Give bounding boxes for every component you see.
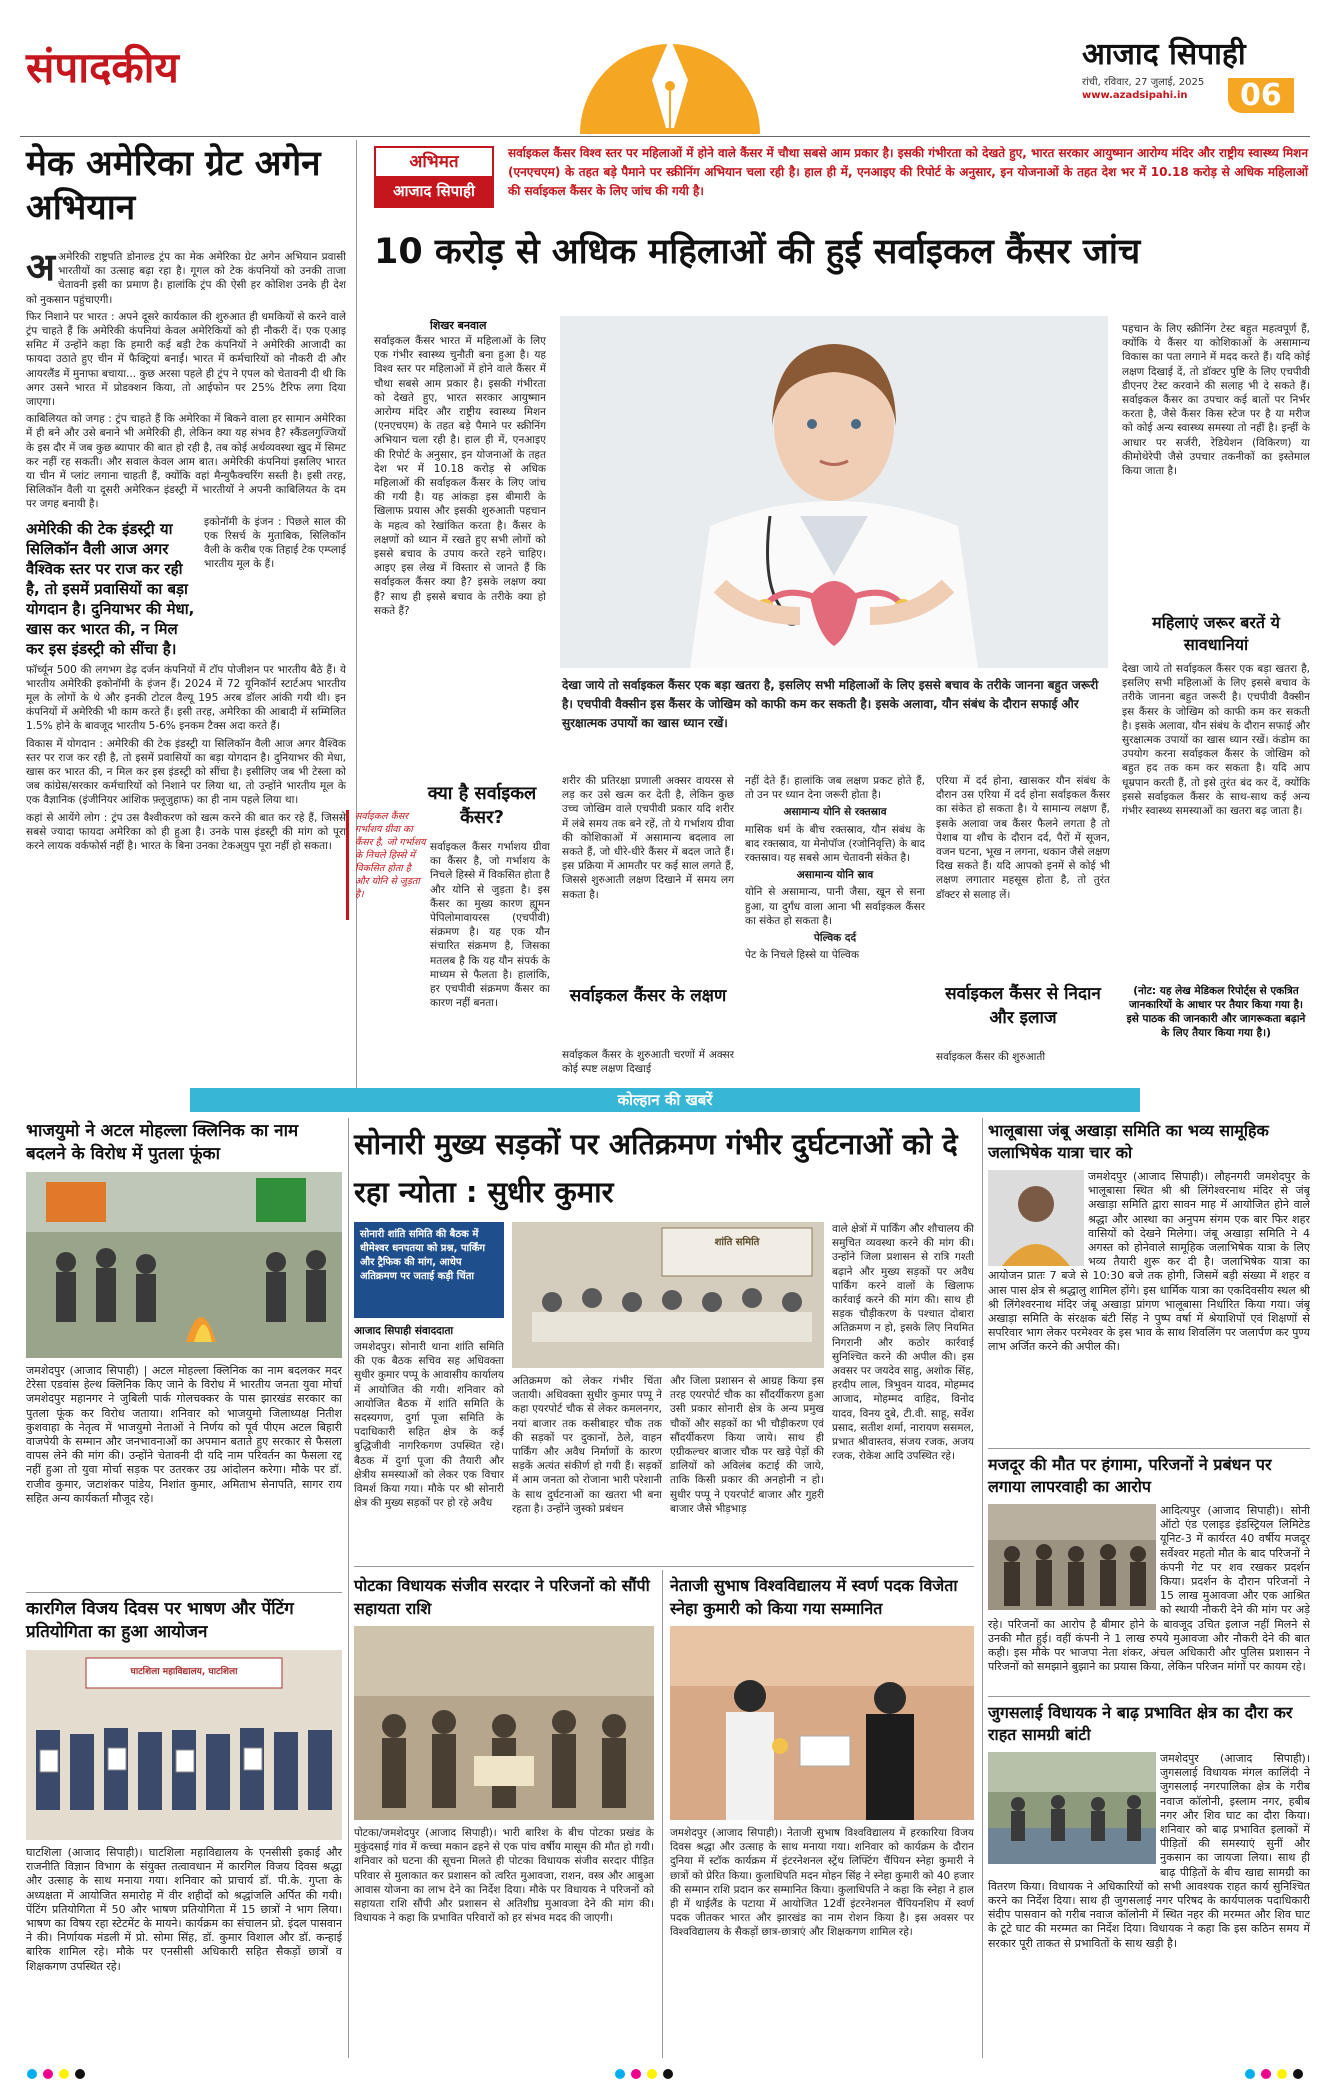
symptom-text: योनि से असामान्य, पानी जैसा, खून से सना हुआ, या दुर्गंध वाला आना भी सर्वाइकल कैंसर का संकेत हो सकता है।	[745, 886, 925, 927]
page-number: 06	[1228, 78, 1294, 113]
news3-headline: सोनारी मुख्य सड़कों पर अतिक्रमण गंभीर दुर्घटनाओं को दे रहा न्योता : सुधीर कुमार	[354, 1127, 958, 1209]
news3-col2: अतिक्रमण को लेकर गंभीर चिंता जतायी। अधिवक्ता सुधीर कुमार पप्पू ने कहा एयरपोर्ट चौक से लेकर कमलनगर, नयां बाजार तक कसीबाहर चौक तक की सड़कों पर दुकानों, ठेले, वाहन पार्किंग और अवैध निर्माणों के कारण सड़कें अत्यंत संकीर्ण हो गयी हैं। सड़कों में आम जनता को रोजाना भारी परेशानी के साथ दुर्घटनाओं का खतरा भी बना रहता है। उन्होंने जुस्को प्रबंधन	[512, 1375, 662, 1515]
column-divider	[982, 1118, 983, 2058]
symptoms-intro: सर्वाइकल कैंसर के शुरुआती चरणों में अक्सर कोई स्पष्ट लक्षण दिखाई	[562, 1049, 734, 1076]
editorial-pullquote: अमेरिकी की टेक इंडस्ट्री या सिलिकॉन वैली आज अगर वैश्विक स्तर पर राज कर रही है, तो इसमें प्रवासियों का बड़ा योगदान है। दुनियाभर की मेधा, खास कर भारत की, न मिल कर इस इंडस्ट्री को सींचा है।	[26, 519, 195, 658]
news-divider	[354, 1566, 974, 1567]
symptom-text: पेट के निचले हिस्से या पेल्विक	[745, 949, 860, 962]
news-divider	[26, 1592, 342, 1593]
opinion-tag-line2: आजाद सिपाही	[376, 176, 492, 206]
news2-text: घाटशिला (आजाद सिपाही)। घाटशिला महाविद्यालय के एनसीसी इकाई और राजनीति विज्ञान विभाग के संयुक्त तत्वावधान में कारगिल विजय दिवस श्रद्धा और उत्साह के साथ मनाया गया। शनिवार को प्राचार्य डॉ. पी.के. गुप्ता के अध्यक्षता में आयोजित समारोह में वीर शहीदों को श्रद्धांजलि अर्पित की गयी। पेंटिंग प्रतियोगिता में 50 और भाषण प्रतियोगिता में 15 छात्रों ने भाग लिया। भाषण का विषय रहा स्टेटमेंट के मायने। कार्यक्रम का संचालन प्रो. इंदल पासवान ने की। निर्णायक मंडली में प्रो. सोमा सिंह, डॉ. कुमार विशाल और डॉ. कन्हाई बारिक शामिल रहे। मौके पर एनसीसी अधिकारी सहित सैकड़ों छात्रों व शिक्षकगण उपस्थित रहे।	[26, 1846, 342, 1973]
column-divider	[356, 140, 357, 1088]
drop-cap: अ	[26, 250, 56, 289]
editorial-para: काबिलियत को जगह : ट्रंप चाहते हैं कि अमेरिका में बिकने वाला हर सामान अमेरिका में ही बने और उसे बनाने भी अमेरिकी ही, लेकिन क्या यह संभव है? स्कैंडलगुज्जियों के इस दौर में जब कुछ ब्यापार की बात हो रही है, तब कोई अर्थव्यवस्था खुद में सिमट कर नहीं रह सकती। और सवाल केवल आम बात। अमेरिकी कंपनियां इसलिए भारत या चीन में प्लांट लगाना चाहती हैं, क्योंकि वहां मैन्युफैक्चरिंग सस्ती है। इसी तरह, सिलिकॉन वैली या दूसरी अमेरिकन इंडस्ट्री में भारतीयों ने अपनी काबिलियत के दम पर जगह बनायी है।	[26, 413, 346, 511]
photo-caption: देखा जाये तो सर्वाइकल कैंसर एक बड़ा खतरा है, इसलिए सभी महिलाओं के लिए इससे बचाव के तरीके जानना बहुत जरूरी है। एचपीवी वैक्सीन इस कैंसर के जोखिम को काफी कम कर सकती है। इसके अलावा, यौन संबंध के दौरान सफाई और सुरक्षात्मक उपायों का खास ध्यान रखें।	[562, 678, 1099, 730]
opinion-tag	[374, 146, 494, 208]
what-is-sidebox: सर्वाइकल कैंसर गर्भाशय ग्रीवा का कैंसर है, जो गर्भाशय के निचले हिस्से में विकसित होता है और योनि से जुड़ता है।	[346, 810, 426, 920]
protest-illustration	[26, 1172, 342, 1358]
color-dots	[20, 2067, 1310, 2081]
news-divider	[988, 1696, 1310, 1697]
kolhan-band-label: कोल्हान की खबरें	[617, 1091, 713, 1109]
news2-photo-banner: घाटशिला महाविद्यालय, घाटशिला	[130, 1667, 238, 1677]
section-title: संपादकीय	[26, 43, 179, 92]
editorial-para: विकास में योगदान : अमेरिकी की टेक इंडस्ट्री या सिलिकॉन वैली आज अगर वैश्विक स्तर पर राज कर रही है, तो इसमें प्रवासियों का बड़ा योगदान है। दुनियाभर की मेधा, खास कर भारत की, न मिल कर इस इंडस्ट्री को सींचा है। इसीलिए जब भी टेस्ला को जब कांग्रेस/सरकार कर्मचारियों को निशाने पर लिया था, तो उन्होंने भारतीय मूल के एक वैज्ञानिक (इंजीनियर आंशिक फ़्लूजुहाफ) का ही नाम पहले लिया था।	[26, 737, 346, 807]
news3-photo-banner: शांति समिति	[714, 1237, 760, 1248]
editorial-intro: अमेरिकी राष्ट्रपति डोनाल्ड ट्रंप का मेक अमेरिका ग्रेट अगेन अभियान प्रवासी भारतीयों का उत्साह बढ़ा रहा है। गूगल को टेक कंपनियों को उनकी ताजा चेतावनी इसी का प्रमाण है। हालांकि ट्रंप की ऐसी हर कोशिश उनके ही देश को नुकसान पहुंचाएगी।	[26, 251, 346, 306]
symptom-heading: असामान्य योनि से रक्तस्राव	[783, 806, 887, 819]
aid-illustration	[354, 1626, 654, 1820]
news5-photo	[670, 1626, 974, 1820]
felicitation-illustration	[670, 1626, 974, 1820]
masthead	[0, 0, 1325, 140]
column-divider	[348, 1118, 349, 2058]
news3-highlight: सोनारी शांति समिति की बैठक में धीमेश्वर धनपतया को प्रश्न, पार्किंग और ट्रैफिक की मांग, आधेप अतिक्रमण पर जताई कड़ी चिंता	[354, 1222, 504, 1318]
dateline: रांची, रविवार, 27 जुलाई, 2025	[1082, 77, 1205, 88]
news1-photo	[26, 1172, 342, 1358]
opinion-tag-line1: अभिमत	[409, 152, 459, 172]
diagnosis-heading: सर्वाइकल कैंसर से निदान और इलाज	[945, 984, 1101, 1028]
news5-text: जमशेदपुर (आजाद सिपाही)। नेताजी सुभाष विश्वविद्यालय में हरकारिया विजय दिवस श्रद्धा और उत्साह के साथ मनाया गया। शनिवार को कार्यक्रम के दौरान दुनिया में स्टॉक कार्यक्रम में इंटरनेशनल स्ट्रेंथ लिफ्टिंग चैंपियन स्नेहा कुमारी ने छात्रों को प्रेरित किया। कुलाधिपति मदन मोहन सिंह ने स्नेहा कुमारी को 40 हजार की सम्मान राशि प्रदान कर सम्मानित किया। कुलाधिपति ने कहा कि स्नेहा ने हाल ही में थाईलैंड के पटाया में आयोजित 12वीं इंटरनेशनल चैंपियनशिप में स्वर्ण पदक जीतकर भारत और झारखंड का नाम रोशन किया है। इस अवसर पर विश्वविद्यालय के सैकड़ों छात्र-छात्राएं और शिक्षकगण शामिल रहे।	[670, 1827, 974, 1939]
news3-col4: वाले क्षेत्रों में पार्किंग और शौचालय की समुचित व्यवस्था करने की मांग की। उन्होंने जिला प्रशासन से रात्रि गश्ती बढ़ाने और मुख्य सड़कों पर अवैध पार्किंग करने वालों के खिलाफ कार्रवाई करने की मांग की। साथ ही सड़क चौड़ीकरण के पश्चात दोबारा अतिक्रमण न हो, इसके लिए नियमित निगरानी और कठोर कार्रवाई सुनिश्चित करने की अपील की। इस अवसर पर जयदेव साहु, अशोक सिंह, हरदीप लाल, त्रिभुवन यादव, मोहम्मद आजाद, मोहम्मद वाहिद, विनोद यादव, विनय दुबे, टी.वी. साहू, सर्वेश प्रसाद, सतीश शर्मा, नारायण ससमल, प्रभात श्रीवास्तव, संजय रजक, अजय रजक, रोकेश आदि उपस्थित रहे।	[832, 1223, 974, 1463]
precautions-text: देखा जाये तो सर्वाइकल कैंसर एक बड़ा खतरा है, इसलिए सभी महिलाओं के लिए इससे बचाव के तरीके जानना बहुत जरूरी है। एचपीवी वैक्सीन इस कैंसर के जोखिम को काफी कम कर सकती है। इसके अलावा, यौन संबंध के दौरान सफाई और सुरक्षात्मक उपायों का खास ध्यान रखें। कंडोम का उपयोग करना सर्वाइकल कैंसर के जोखिम को बहुत हद तक कम कर सकता है। यदि आप धूम्रपान करती हैं, तो इसे तुरंत बंद कर दें, क्योंकि इससे सर्वाइकल कैंसर के साथ-साथ कई अन्य गंभीर स्वास्थ्य समस्याओं का खतरा बढ़ जाता है।	[1122, 663, 1310, 818]
news6-text: जमशेदपुर (आजाद सिपाही)। लौहनगरी जमशेदपुर के भालूबासा स्थित श्री श्री लिंगेश्वरनाथ मंदिर से जंबू अखाड़ा समिति द्वारा सावन माह में आयोजित होने वाले श्रद्धा और आस्था का अनुपम संगम एक बार फिर शहर वासियों को देखने मिलेगा। जंबू अखाड़ा समिति ने 4 अगस्त को होनेवाले सामूहिक जलाभिषेक यात्रा के लिए भव्य तैयारी शुरू कर दी है। जलाभिषेक यात्रा का आयोजन प्रातः 7 बजे से 10:30 बजे तक होगी, जिसमें बड़ी संख्या में शहर व आस पास क्षेत्र से श्रद्धालु शामिल होंगे। इस धार्मिक यात्रा का एकदिवसीय स्थल श्री श्री लिंगेश्वरनाथ मंदिर जंबू अखाड़ा प्रांगण भालूबासा निर्धारित किया गया। जंबू अखाड़ा समिति के संरक्षक बंटी सिंह ने पुष्प वर्षा में श्रेयाशिपों एवं शिक्षणों से सपरिवार भाग लेकर परमेश्वर के इस भाव के साथ शिवलिंग पर जलार्पण कर पुण्य लाभ अर्जित करने की अपील की।	[988, 1170, 1310, 1354]
news4-headline: पोटका विधायक संजीव सरदार ने परिजनों को सौंपी सहायता राशि	[354, 1576, 650, 1618]
cancer-headline: 10 करोड़ से अधिक महिलाओं की हुई सर्वाइकल कैंसर जांच	[374, 232, 1141, 272]
news2-headline: कारगिल विजय दिवस पर भाषण और पेंटिंग प्रतियोगिता का हुआ आयोजन	[26, 1599, 294, 1642]
symptoms-lead: नहीं देते हैं। हालांकि जब लक्षण प्रकट होते हैं, तो उन पर ध्यान देना जरूरी होता है।	[745, 775, 925, 802]
symptom-heading: असामान्य योनि स्राव	[796, 869, 874, 882]
news3-col3: और जिला प्रशासन से आग्रह किया इस तरह एयरपोर्ट चौक का सौंदर्यीकरण हुआ उसी प्रकार सोनारी क्षेत्र के अन्य प्रमुख चौकों और सड़कों का भी चौड़ीकरण एवं सौंदर्यीकरण किया जाये। साथ ही एग्रीकल्चर बाजार चौक पर खड़े पेड़ों की डालियों को अविलंब कटाई की जाये, ताकि किसी प्रकार की अनहोनी न हो। सुधीर पप्पू ने एयरपोर्ट बाजार और गुहरी बाजार जैसे भीड़भाड़	[670, 1375, 824, 1515]
editorial-para: फिर निशाने पर भारत : अपने दूसरे कार्यकाल की शुरुआत ही धमकियों से करने वाले ट्रंप चाहते हैं कि अमेरिकी कंपनियां केवल अमेरिकियों को ही नौकरी दें। एक एआइ समिट में उन्होंने कहा कि हमारी कई बड़ी टेक कंपनियों ने अमेरिकी आजादी का फायदा उठाते हुए चीन में फैक्ट्रियां बनाईं। भारत में कर्मचारियों को नौकरी दी और आयरलैंड में मुनाफा बचाया... कुछ अरसा पहले ही ट्रंप ने एपल को चेतावनी दी थी कि अगर उसने भारत में प्रोडक्शन किया, तो आईफोन पर 25% टैरिफ लगा दिया जाएगा।	[26, 310, 346, 409]
cancer-lead: सर्वाइकल कैंसर विश्व स्तर पर महिलाओं में होने वाले कैंसर में चौथा सबसे आम प्रकार है। इसकी गंभीरता को देखते हुए, भारत सरकार आयुष्मान आरोग्य मंदिर और राष्ट्रीय स्वास्थ्य मिशन (एनएचएम) के तहत बड़े पैमाने पर स्क्रीनिंग अभियान चला रही है। हाल ही में, एनआइए की रिपोर्ट के अनुसार, इन योजनाओं के तहत देश भर में 10.18 करोड़ से अधिक महिलाओं की सर्वाइकल कैंसर के लिए जांच की गयी है।	[508, 146, 1308, 198]
masthead-divider	[20, 136, 1310, 137]
doctor-illustration	[560, 316, 1108, 668]
cancer-col1: सर्वाइकल कैंसर भारत में महिलाओं के लिए एक गंभीर स्वास्थ्य चुनौती बना हुआ है। यह विश्व स्तर पर महिलाओं में होने वाले कैंसर में चौथा सबसे आम प्रकार है। इसकी गंभीरता को देखते हुए, भारत सरकार आयुष्मान आरोग्य मंदिर और राष्ट्रीय स्वास्थ्य मिशन (एनएचएम) के तहत बड़े पैमाने पर स्क्रीनिंग अभियान चला रही है। हाल ही में, एनआइए की रिपोर्ट के अनुसार, इन योजनाओं के तहत देश भर में 10.18 करोड़ से अधिक महिलाओं की सर्वाइकल कैंसर के लिए जांच की गयी है। यह आंकड़ा इस बीमारी के खिलाफ प्रयास और इसकी शुरुआती पहचान के महत्व को रेखांकित करता है। कैंसर के लक्षणों को ध्यान में रखते हुए सभी लोगों को इससे बचाव के उपाय करते रहने चाहिए। आइए इस लेख में विस्तार से जानते हैं कि सर्वाइकल कैंसर क्या है? इसके लक्षण क्या हैं? साथ ही इससे बचाव के तरीके क्या हो सकते हैं?	[374, 335, 546, 617]
what-is-text: सर्वाइकल कैंसर गर्भाशय ग्रीवा का कैंसर है, जो गर्भाशय के निचले हिस्से में विकसित होता है और योनि से जुड़ता है। इस कैंसर का मुख्य कारण ह्यूमन पेपिलोमावायरस (एचपीवी) संक्रमण है। यह एक यौन संचारित संक्रमण है, जिसका मतलब है कि यह यौन संपर्क के माध्यम से फैलता है। हालांकि, हर एचपीवी संक्रमण कैंसर का कारण नहीं बनता।	[430, 841, 550, 1010]
news7-text: आदित्यपुर (आजाद सिपाही)। सोनी ऑटो एंड एलाइड इंडस्ट्रियल लिमिटेड यूनिट-3 में कार्यरत 40 वर्षीय मजदूर सर्वेश्वर महतो मौत के बाद परिजनों ने कंपनी गेट पर शव रखकर प्रदर्शन किया। प्रदर्शन के दौरान परिजनों ने 15 लाख मुआवजा और एक आश्रित को स्थायी नौकरी देने की मांग पर अड़े रहे। परिजनों का आरोप है बीमार होने के बावजूद उचित इलाज नहीं मिलने से उनकी मौत हुई। वहीं कंपनी ने 1 लाख रुपये मुआवजा और नौकरी देने की बात कही। इस मौके पर भाजपा नेता शंकर, अंचल अधिकारी और पुलिस प्रशासन ने परिजनों को समझाने बुझाने का प्रयास किया, लेकिन परिजन मांगों पर कायम रहे।	[988, 1504, 1310, 1674]
cancer-mid-text: शरीर की प्रतिरक्षा प्रणाली अक्सर वायरस से लड़ कर उसे खत्म कर देती है, लेकिन कुछ उच्च जोखिम वाले एचपीवी प्रकार यदि शरीर में लंबे समय तक बने रहें, तो ये गर्भाशय ग्रीवा की कोशिकाओं में असामान्य बदलाव ला सकते हैं, जो धीरे-धीरे कैंसर में बदल जाते हैं। इस प्रक्रिया में आमतौर पर कई साल लगते हैं, जिससे शुरुआती लक्षण दिखाने में समय लग सकता है।	[562, 775, 734, 901]
cancer-right-mid: एरिया में दर्द होना, खासकर यौन संबंध के दौरान उस एरिया में दर्द होना सर्वाइकल कैंसर का संकेत हो सकता है। ये सामान्य लक्षण हैं, इसके अलावा जब कैंसर फैलने लगता है तो पेशाब या शौच के दौरान दर्द, पैरों में सूजन, वजन घटना, भूख न लगना, थकान जैसे लक्षण दिख सकते हैं। यदि आपको इनमें से कोई भी लक्षण लगातार महसूस होता है, तो तुरंत डॉक्टर से सलाह लें।	[936, 775, 1110, 901]
cancer-note: (नोट: यह लेख मेडिकल रिपोर्ट्स से एकत्रित जानकारियों के आधार पर तैयार किया गया है। इसे पाठक की जानकारी और जागरूकता बढ़ाने के लिए तैयार किया गया है।)	[1126, 985, 1306, 1039]
paper-name: आजाद सिपाही	[1082, 37, 1246, 72]
editorial-title: मेक अमेरिका ग्रेट अगेन अभियान	[26, 144, 321, 228]
students-illustration	[26, 1650, 342, 1840]
editorial-para: इकोनॉमी के इंजन : पिछले साल की एक रिसर्च के मुताबिक, सिलिकॉन वैली के करीब एक तिहाई टेक एम्प्लाई भारतीय मूल के हैं।	[204, 515, 346, 571]
news2-photo	[26, 1650, 342, 1840]
news3-photo	[512, 1222, 824, 1368]
news3-byline: आजाद सिपाही संवाददाता	[354, 1325, 454, 1337]
cancer-byline: शिखर बनवाल	[430, 319, 487, 332]
news7-headline: मजदूर की मौत पर हंगामा, परिजनों ने प्रबंधन पर लगाया लापरवाही का आरोप	[988, 1455, 1272, 1496]
news-divider	[988, 1448, 1310, 1449]
kolhan-band	[20, 1086, 1310, 1114]
news5-headline: नेताजी सुभाष विश्वविद्यालय में स्वर्ण पदक विजेता स्नेहा कुमारी को किया गया सम्मानित	[670, 1576, 958, 1618]
precautions-heading: महिलाएं जरूर बरतें ये सावधानियां	[1152, 613, 1280, 654]
news1-text: जमशेदपुर (आजाद सिपाही) | अटल मोहल्ला क्लिनिक का नाम बदलकर मदर टेरेसा एडवांस हेल्थ क्लिनिक किए जाने के विरोध में भारतीय जनता युवा मोर्चा जमशेदपुर महानगर ने जुबिली पार्क गोलचक्कर के पास झारखंड सरकार का पुतला फूंक कर विरोध जताया। शनिवार को भाजयुमो जिलाध्यक्ष नितीश कुशवाहा के नेतृत्व में भाजयुमो नेताओं ने निर्णय को पूर्व पीएम अटल बिहारी वाजपेयी के सम्मान और जनभावनाओं का अपमान बताते हुए सरकार से फैसला वापस लेने की मांग की। उन्होंने चेतावनी दी यदि नाम परिवर्तन का फैसला रद्द नहीं हुआ तो युवा मोर्चा सड़क पर उतरकर उग्र आंदोलन करेगा। मौके पर डॉ. राजीव कुमार, जटाशंकर पांडेय, निशांत कुमार, अमिताभ सेनापति, सागर राय सहित अन्य कार्यकर्ता मौजूद रहे।	[26, 1364, 342, 1505]
print-registration-marks	[20, 2066, 1310, 2080]
doctor-photo	[560, 316, 1108, 668]
website-link[interactable]: www.azadsipahi.in	[1082, 90, 1188, 101]
symptoms-heading: सर्वाइकल कैंसर के लक्षण	[569, 986, 727, 1006]
news8-headline: जुगसलाई विधायक ने बाढ़ प्रभावित क्षेत्र का दौरा कर राहत सामग्री बांटी	[988, 1703, 1293, 1744]
news4-photo	[354, 1626, 654, 1820]
editorial-para: कहां से आयेंगे लोग : ट्रंप उस वैश्वीकरण को खत्म करने की बात कर रहे हैं, जिससे सबसे ज्यादा फायदा अमेरिका को ही हुआ है। उनके पास इंडस्ट्री की मांग को पूरा करने लायक वर्कफोर्स नहीं है। भारत के बिना उनका टेकअ्युप पूरा नहीं हो सकता।	[26, 811, 346, 853]
symptom-heading: पेल्विक दर्द	[813, 932, 857, 945]
symptom-text: मासिक धर्म के बीच रक्तस्राव, यौन संबंध के बाद रक्तस्राव, या मेनोपॉज (रजोनिवृत्ति) के बाद रक्तस्राव। यह सबसे आम चेतावनी संकेत है।	[745, 823, 925, 865]
news1-headline: भाजयुमो ने अटल मोहल्ला क्लिनिक का नाम बदलने के विरोध में पुतला फूंका	[26, 1121, 299, 1164]
diagnosis-text: सर्वाइकल कैंसर की शुरुआती	[936, 1051, 1046, 1063]
news8-text: जमशेदपुर (आजाद सिपाही)। जुगसलाई विधायक मंगल कालिंदी ने जुगसलाई नगरपालिका क्षेत्र के गरीब नवाज कॉलोनी, इस्लाम नगर, हबीब नगर और शिव घाट का दौरा किया। शनिवार को बाढ़ प्रभावित इलाकों में पीड़ितों की समस्याएं सुनीं और नुकसान का जायजा लिया। साथ ही बाढ़ पीड़ितों के बीच खाद्य सामग्री का वितरण किया। विधायक ने अधिकारियों को सभी आवश्यक राहत कार्य सुनिश्चित करने का निर्देश दिया। साथ ही जुगसलाई नगर परिषद के कार्यपालक पदाधिकारी संदीप पासवान को गरीब नवाज कॉलोनी में स्थित नहर की मरम्मत और शिव घाट के टूटे घाट की मरम्मत का निर्देश दिया। विधायक ने कहा कि इस कठिन समय में सरकार पूरी ताकत से प्रभावितों के साथ खड़ी है।	[988, 1752, 1310, 1950]
news3-col1: जमशेदपुर। सोनारी थाना शांति समिति की एक बैठक सचिव सह अधिवक्ता सुधीर कुमार पप्पू के आवासीय कार्यालय में आयोजित की गयी। शनिवार को आयोजित बैठक में शांति समिति के सदस्यगण, दुर्गा पूजा समिति के पदाधिकारी सहित क्षेत्र के कई बुद्धिजीवी नागरिकगण उपस्थित रहे। बैठक में दुर्गा पूजा की तैयारी और क्षेत्रीय समस्याओं को लेकर एक विचार विमर्श किया गया। मौके पर श्री सोनारी क्षेत्र की मुख्य सड़कों पर हो रहे अवैध	[354, 1341, 504, 1510]
pen-nib-emblem	[570, 16, 770, 134]
editorial-body	[26, 250, 346, 1080]
column-divider	[662, 1570, 663, 2058]
what-is-heading: क्या है सर्वाइकल कैंसर?	[427, 783, 537, 828]
news6-headline: भालूबासा जंबू अखाड़ा समिति का भव्य सामूहिक जलाभिषेक यात्रा चार को	[988, 1121, 1269, 1162]
symptoms-col	[745, 774, 925, 1078]
cancer-right-col: पहचान के लिए स्क्रीनिंग टेस्ट बहुत महत्वपूर्ण हैं, क्योंकि ये कैंसर या कोशिकाओं के असामान्य विकास का पता लगाने में मदद करते हैं। यदि कोई लक्षण दिखाई दें, तो डॉक्टर पुष्टि के लिए एचपीवी डीएनए टेस्ट करवाने की सलाह भी दे सकते हैं। सर्वाइकल कैंसर का उपचार कई बातों पर निर्भर करता है, जैसे कैंसर किस स्टेज पर है या मरीज को कोई अन्य स्वास्थ्य समस्या तो नहीं है। इन्हीं के आधार पर सर्जरी, रेडियेशन (विकिरण) या कीमोथेरेपी जैसे उपचार तकनीकों का इस्तेमाल किया जाता है।	[1122, 323, 1310, 478]
editorial-para: फॉर्च्यून 500 की लगभग डेढ़ दर्जन कंपनियों में टॉप पोजीशन पर भारतीय बैठे हैं। ये भारतीय अमेरिकी इकोनॉमी के इंजन हैं। 2024 में 72 यूनिकॉर्न स्टार्टअप भारतीय मूल के लोगों के थे और इनकी टोटल वैल्यू 195 अरब डॉलर आंकी गयी थी। इन कंपनियों में अमेरिकी भी काम करते हैं। इसी तरह, अमेरिका की आबादी में सम्मिलित 1.5% होने के बावजूद भारतीय 5-6% इनकम टैक्स अदा करते हैं।	[26, 663, 346, 733]
news4-text: पोटका/जमशेदपुर (आजाद सिपाही)। भारी बारिश के बीच पोटका प्रखंड के मुकुंदसाई गांव में कच्चा मकान ढहने से एक पांच वर्षीय मासूम की मौत हो गयी। शनिवार को घटना की सूचना मिलते ही पोटका विधायक संजीव सरदार पीड़ित परिवार से मुलाकात कर प्रशासन को त्वरित मुआवजा, राशन, वस्त्र और आबुआ आवास योजना का लाभ देने का निर्देश दिया। मौके पर विधायक ने परिजनों को सहायता राशि सौंपी और प्रशासन से अतिशीघ्र मुआवजा देने की मांग की। विधायक ने कहा कि प्रभावित परिवारों को हर संभव मदद की जाएगी।	[354, 1827, 654, 1925]
